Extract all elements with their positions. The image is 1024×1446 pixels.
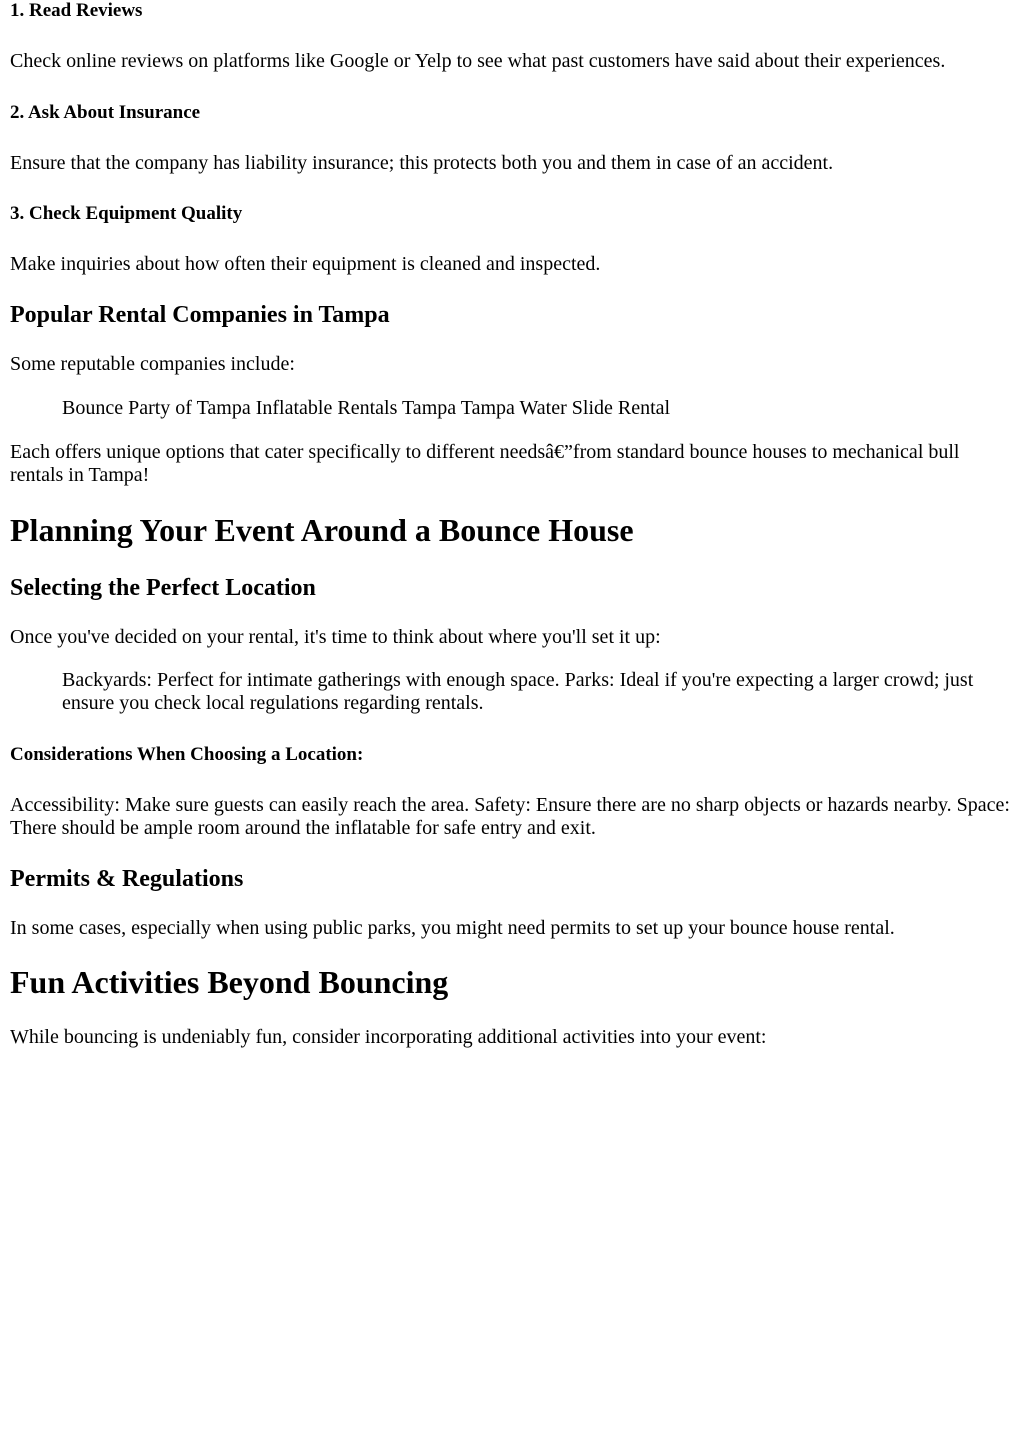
paragraph-read-reviews: Check online reviews on platforms like Google or Yelp to see what past customers have said about their experiences. <box>10 50 946 72</box>
heading-considerations: Considerations When Choosing a Location: <box>10 744 364 765</box>
paragraph-considerations: Accessibility: Make sure guests can easily reach the area. Safety: Ensure there are no sharp objects or hazards nearby. Space: There should be ample room around the inflatable for safe entry and exit. <box>10 794 1010 839</box>
heading-popular-rentals: Popular Rental Companies in Tampa <box>10 302 390 328</box>
heading-permits: Permits & Regulations <box>10 866 244 892</box>
heading-ask-insurance: 2. Ask About Insurance <box>10 102 201 123</box>
paragraph-permits: In some cases, especially when using public parks, you might need permits to set up your bounce house rental. <box>10 917 895 939</box>
paragraph-once-decided: Once you've decided on your rental, it's time to think about where you'll set it up: <box>10 626 661 648</box>
paragraph-check-equipment: Make inquiries about how often their equipment is cleaned and inspected. <box>10 253 601 275</box>
paragraph-reputable-companies: Some reputable companies include: <box>10 353 295 375</box>
blockquote-locations: Backyards: Perfect for intimate gatherings with enough space. Parks: Ideal if you're expecting a larger crowd; just ensure you check local regulations regarding rentals. <box>62 669 974 714</box>
heading-selecting-location: Selecting the Perfect Location <box>10 575 316 601</box>
paragraph-while-bouncing: While bouncing is undeniably fun, consider incorporating additional activities into your event: <box>10 1026 767 1048</box>
heading-read-reviews: 1. Read Reviews <box>10 0 143 21</box>
heading-check-equipment: 3. Check Equipment Quality <box>10 203 243 224</box>
paragraph-each-offers: Each offers unique options that cater specifically to different needsâ€”from standard bounce houses to mechanical bull rentals in Tampa! <box>10 441 960 486</box>
paragraph-ask-insurance: Ensure that the company has liability insurance; this protects both you and them in case of an accident. <box>10 152 834 174</box>
heading-planning-event: Planning Your Event Around a Bounce House <box>10 512 634 548</box>
heading-fun-activities: Fun Activities Beyond Bouncing <box>10 964 449 1000</box>
blockquote-companies: Bounce Party of Tampa Inflatable Rentals Tampa Tampa Water Slide Rental <box>62 397 671 419</box>
